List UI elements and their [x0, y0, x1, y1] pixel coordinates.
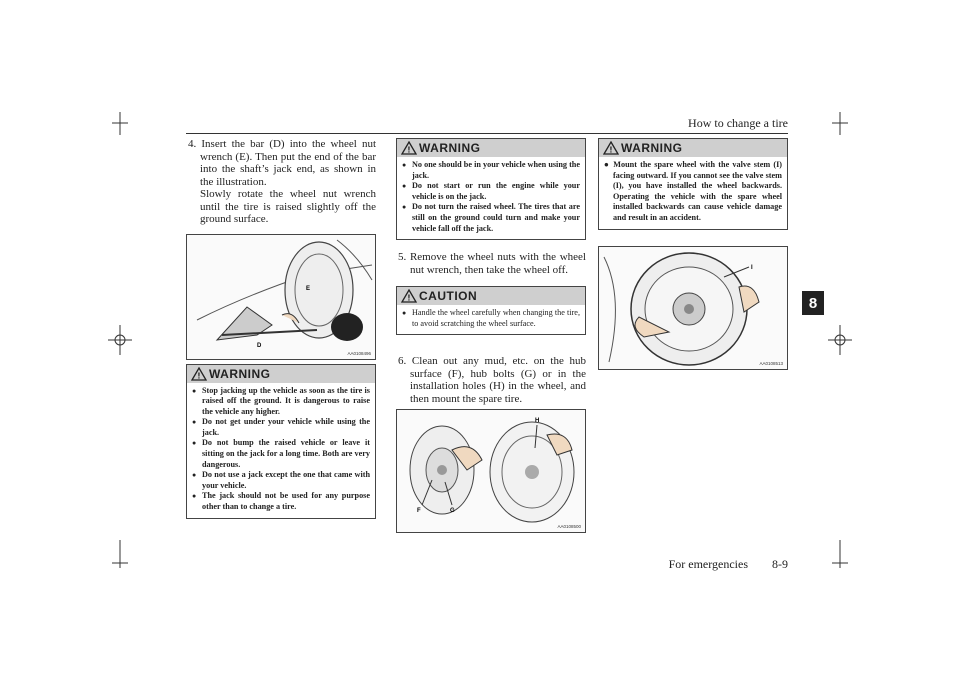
step-5-text: Remove the wheel nuts with the wheel nut wrench, then take the wheel off.: [409, 251, 586, 276]
caution-title: CAUTION: [419, 289, 478, 304]
step-4-text: Insert the bar (D) into the wheel nut wrench (E). Then put the end of the bar into the shaft’s jack end, as shown in the illustration.: [200, 138, 377, 188]
caution-triangle-icon: [401, 289, 417, 303]
warning-item: ● Do not use a jack except the one that came with your vehicle.: [192, 470, 370, 491]
step-6-number: 6.: [398, 355, 407, 368]
svg-text:!: !: [197, 371, 201, 380]
label-f: F: [417, 508, 421, 515]
column-3: [598, 138, 788, 370]
figure-code: AA0108500: [557, 524, 581, 530]
step-5-number: 5.: [398, 251, 407, 264]
warning-item: ● Do not get under your vehicle while using the jack.: [192, 417, 370, 438]
warning-triangle-icon: [603, 141, 619, 155]
warning-text: ● Mount the spare wheel with the valve stem (I) facing outward. If you cannot see the valve stem (I), you have installed the wheel backwards. Operating the vehicle with the spare wheel installed backwards can cause vehicle damage and result in an accident.: [604, 160, 782, 222]
caution-header: [397, 287, 585, 305]
warning-item: ● No one should be in your vehicle when using the jack.: [402, 160, 580, 181]
warning-item: ● Stop jacking up the vehicle as soon as the tire is raised off the ground. It is dangerous to raise the vehicle any higher.: [192, 386, 370, 418]
hub-cleaning-illustration: [396, 409, 586, 533]
header-rule: [186, 133, 788, 134]
warning-item: ● Do not turn the raised wheel. The tires that are still on the ground could turn and make your vehicle fall off the jack.: [402, 202, 580, 234]
warning-title: WARNING: [419, 141, 481, 155]
caution-box: [396, 286, 586, 335]
chapter-tab: 8: [802, 291, 824, 315]
label-h: H: [535, 418, 540, 425]
label-e: E: [306, 285, 311, 292]
warning-box-1: [186, 364, 376, 519]
warning-title: WARNING: [209, 366, 271, 381]
page-header-title: How to change a tire: [688, 116, 788, 130]
label-i: I: [751, 264, 753, 271]
column-1: [186, 138, 376, 519]
spare-wheel-illustration: [598, 246, 788, 370]
step-4-number: 4.: [188, 138, 197, 150]
footer-page-number: 8-9: [772, 557, 788, 571]
warning-box-3: [598, 138, 788, 230]
warning-item: ● Do not start or run the engine while your vehicle is on the jack.: [402, 181, 580, 202]
jack-illustration: [186, 234, 376, 360]
warning-item: ● Do not bump the raised vehicle or leave it sitting on the jack for a long time. Both are very dangerous.: [192, 438, 370, 470]
warning-text-body: Mount the spare wheel with the valve stem (I) facing outward. If you cannot see the valve stem (I), you have installed the wheel backwards. Operating the vehicle with the spare wheel installed backwards can cause vehicle damage and result in an accident.: [613, 160, 782, 222]
warning-triangle-icon: [191, 367, 207, 381]
footer-section: For emergencies: [668, 557, 748, 571]
warning-triangle-icon: [401, 141, 417, 155]
warning-header: [187, 365, 375, 383]
hub-drawing: [397, 410, 586, 532]
step-4: [186, 138, 376, 226]
warning-item: ● The jack should not be used for any purpose other than to change a tire.: [192, 491, 370, 512]
step-4-text-2: Slowly rotate the wheel nut wrench until the tire is raised slightly off the ground surface.: [200, 188, 376, 225]
label-g: G: [450, 508, 455, 515]
step-6-text: Clean out any mud, etc. on the hub surface (F), hub bolts (G) or in the installation holes (H) in the wheel, and then mount the spare tire.: [410, 355, 586, 405]
page-footer: [669, 557, 788, 572]
spare-wheel-drawing: [599, 247, 788, 369]
svg-text:!: !: [407, 145, 411, 155]
step-6: [396, 355, 586, 405]
figure-code: AA0108496: [347, 350, 371, 356]
step-5: [396, 251, 586, 276]
figure-code: AA0108513: [759, 360, 783, 366]
svg-text:!: !: [407, 293, 411, 303]
warning-title: WARNING: [621, 141, 683, 155]
column-2: [396, 138, 586, 533]
svg-text:!: !: [609, 145, 613, 155]
warning-header: [397, 139, 585, 157]
caution-item: ● Handle the wheel carefully when changing the tire, to avoid scratching the wheel surface.: [402, 308, 580, 329]
label-d: D: [257, 342, 262, 349]
jack-drawing: [187, 235, 376, 359]
warning-header: [599, 139, 787, 157]
warning-box-2: [396, 138, 586, 240]
